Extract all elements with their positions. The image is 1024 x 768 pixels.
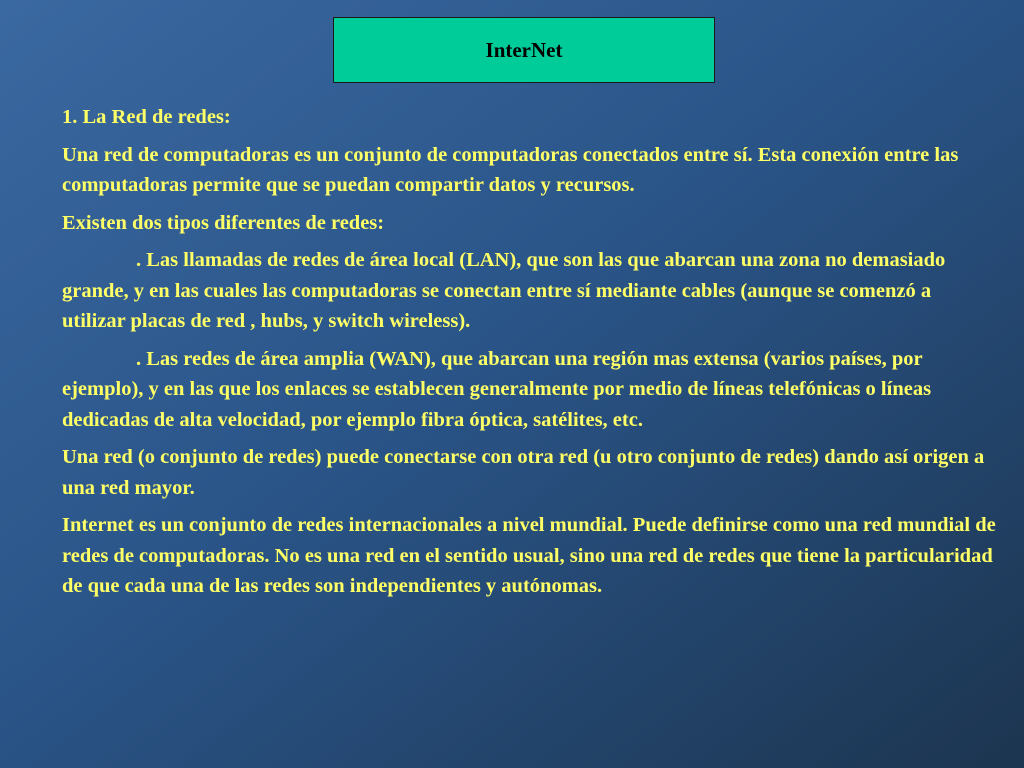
slide-body <box>62 102 997 609</box>
paragraph-wan: . Las redes de área amplia (WAN), que abarcan una región mas extensa (varios países, por ejemplo), y en las que los enlaces se establecen generalmente por medio de líneas telefónicas o líneas dedicadas de alta velocidad, por ejemplo fibra óptica, satélites, etc. <box>62 347 932 431</box>
paragraph-network-interconnect: Una red (o conjunto de redes) puede conectarse con otra red (u otro conjunto de redes) dando así origen a una red mayor. <box>62 446 985 499</box>
paragraph-network-types-intro: Existen dos tipos diferentes de redes: <box>62 211 385 234</box>
section-heading: 1. La Red de redes: <box>62 106 231 128</box>
paragraph-network-definition: Una red de computadoras es un conjunto de computadoras conectados entre sí. Esta conexión entre las computadoras permite que se puedan compartir datos y recursos. <box>62 143 959 196</box>
paragraph-internet-definition: Internet es un conjunto de redes internacionales a nivel mundial. Puede definirse como una red mundial de redes de computadoras. No es una red en el sentido usual, sino una red de redes que tiene la particularidad de que cada una de las redes son independientes y autónomas. <box>62 514 996 597</box>
slide-title-box <box>333 17 715 83</box>
paragraph-lan: . Las llamadas de redes de área local (LAN), que son las que abarcan una zona no demasiado grande, y en las cuales las computadoras se conectan entre sí mediante cables (aunque se comenzó a utilizar placas de red , hubs, y switch wireless). <box>62 249 946 332</box>
slide-title: InterNet <box>485 37 563 62</box>
